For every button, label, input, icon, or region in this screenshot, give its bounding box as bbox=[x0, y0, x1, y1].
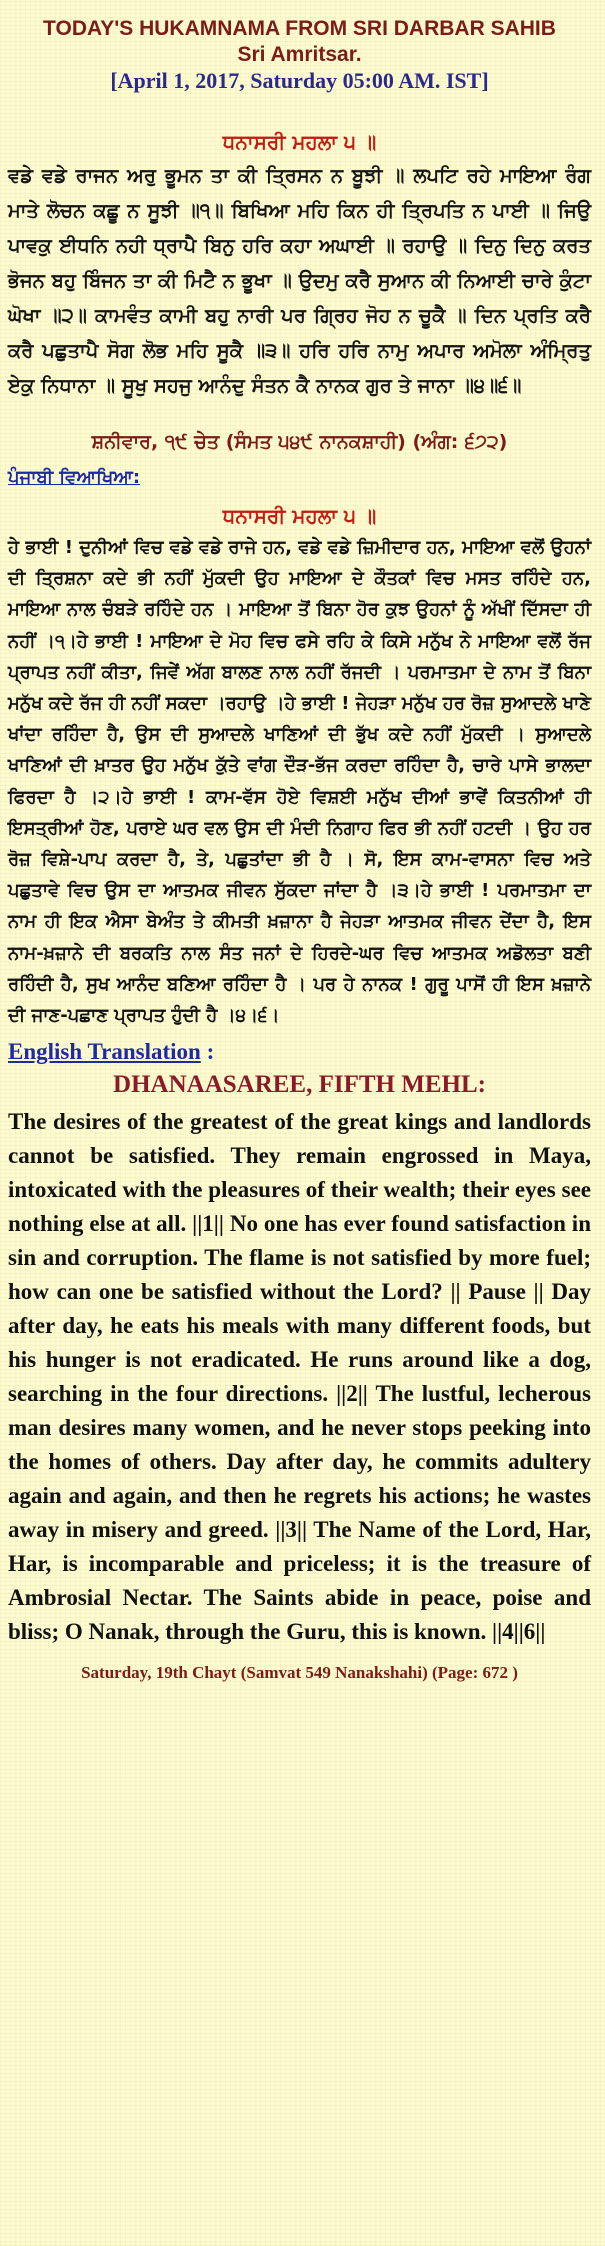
punjabi-explanation-text: ਹੇ ਭਾਈ ! ਦੁਨੀਆਂ ਵਿਚ ਵਡੇ ਵਡੇ ਰਾਜੇ ਹਨ, ਵਡੇ ਵਡੇ ਜ਼ਿਮੀਦਾਰ ਹਨ, ਮਾਇਆ ਵਲੋਂ ਉਹਨਾਂ ਦੀ ਤ੍ਰਿਸ਼ਨਾ ਕਦੇ ਭੀ ਨਹੀਂ ਮੁੱਕਦੀ ਉਹ ਮਾਇਆ ਦੇ ਕੌਤਕਾਂ ਵਿਚ ਮਸਤ ਰਹਿੰਦੇ ਹਨ, ਮਾਇਆ ਨਾਲ ਚੰਬੜੇ ਰਹਿੰਦੇ ਹਨ । ਮਾਇਆ ਤੋਂ ਬਿਨਾ ਹੋਰ ਕੁਝ ਉਹਨਾਂ ਨੂੰ ਅੱਖੀਂ ਦਿੱਸਦਾ ਹੀ ਨਹੀਂ ।੧।ਹੇ ਭਾਈ ! ਮਾਇਆ ਦੇ ਮੋਹ ਵਿਚ ਫਸੇ ਰਹਿ ਕੇ ਕਿਸੇ ਮਨੁੱਖ ਨੇ ਮਾਇਆ ਵਲੋਂ ਰੱਜ ਪ੍ਰਾਪਤ ਨਹੀਂ ਕੀਤਾ, ਜਿਵੇਂ ਅੱਗ ਬਾਲਣ ਨਾਲ ਨਹੀਂ ਰੱਜਦੀ । ਪਰਮਾਤਮਾ ਦੇ ਨਾਮ ਤੋਂ ਬਿਨਾ ਮਨੁੱਖ ਕਦੇ ਰੱਜ ਹੀ ਨਹੀਂ ਸਕਦਾ ।ਰਹਾਉ ।ਹੇ ਭਾਈ ! ਜੇਹੜਾ ਮਨੁੱਖ ਹਰ ਰੋਜ਼ ਸੁਆਦਲੇ ਖਾਣੇ ਖਾਂਦਾ ਰਹਿੰਦਾ ਹੈ, ਉਸ ਦੀ ਸੁਆਦਲੇ ਖਾਣਿਆਂ ਦੀ ਭੁੱਖ ਕਦੇ ਨਹੀਂ ਮੁੱਕਦੀ । ਸੁਆਦਲੇ ਖਾਣਿਆਂ ਦੀ ਖ਼ਾਤਰ ਉਹ ਮਨੁੱਖ ਕੁੱਤੇ ਵਾਂਗ ਦੌੜ-ਭੱਜ ਕਰਦਾ ਰਹਿੰਦਾ ਹੈ, ਚਾਰੇ ਪਾਸੇ ਭਾਲਦਾ ਫਿਰਦਾ ਹੈ ।੨।ਹੇ ਭਾਈ ! ਕਾਮ-ਵੱਸ ਹੋਏ ਵਿਸ਼ਈ ਮਨੁੱਖ ਦੀਆਂ ਭਾਵੇਂ ਕਿਤਨੀਆਂ ਹੀ ਇਸਤ੍ਰੀਆਂ ਹੋਣ, ਪਰਾਏ ਘਰ ਵਲ ਉਸ ਦੀ ਮੰਦੀ ਨਿਗਾਹ ਫਿਰ ਭੀ ਨਹੀਂ ਹਟਦੀ । ਉਹ ਹਰ ਰੋਜ਼ ਵਿਸ਼ੇ-ਪਾਪ ਕਰਦਾ ਹੈ, ਤੇ, ਪਛੁਤਾਂਦਾ ਭੀ ਹੈ । ਸੋ, ਇਸ ਕਾਮ-ਵਾਸਨਾ ਵਿਚ ਅਤੇ ਪਛੁਤਾਵੇ ਵਿਚ ਉਸ ਦਾ ਆਤਮਕ ਜੀਵਨ ਸੁੱਕਦਾ ਜਾਂਦਾ ਹੈ ।੩।ਹੇ ਭਾਈ ! ਪਰਮਾਤਮਾ ਦਾ ਨਾਮ ਹੀ ਇਕ ਐਸਾ ਬੇਅੰਤ ਤੇ ਕੀਮਤੀ ਖ਼ਜ਼ਾਨਾ ਹੈ ਜੇਹੜਾ ਆਤਮਕ ਜੀਵਨ ਦੇਂਦਾ ਹੈ, ਇਸ ਨਾਮ-ਖ਼ਜ਼ਾਨੇ ਦੀ ਬਰਕਤਿ ਨਾਲ ਸੰਤ ਜਨਾਂ ਦੇ ਹਿਰਦੇ-ਘਰ ਵਿਚ ਆਤਮਕ ਅਡੋਲਤਾ ਬਣੀ ਰਹਿੰਦੀ ਹੈ, ਸੁਖ ਆਨੰਦ ਬਣਿਆ ਰਹਿੰਦਾ ਹੈ । ਪਰ ਹੇ ਨਾਨਕ ! ਗੁਰੂ ਪਾਸੋਂ ਹੀ ਇਸ ਖ਼ਜ਼ਾਨੇ ਦੀ ਜਾਣ-ਪਛਾਣ ਪ੍ਰਾਪਤ ਹੁੰਦੀ ਹੈ ।੪।੬। bbox=[8, 537, 591, 1027]
page-title: TODAY'S HUKAMNAMA FROM SRI DARBAR SAHIB bbox=[43, 17, 556, 40]
location-subtitle: Sri Amritsar. bbox=[237, 43, 362, 66]
gurbani-raag-heading: ਧਨਾਸਰੀ ਮਹਲਾ ੫ ॥ bbox=[222, 130, 377, 154]
punjabi-section-label: ਪੰਜਾਬੀ ਵਿਆਖਿਆ: bbox=[8, 467, 141, 488]
punjabi-raag-heading: ਧਨਾਸਰੀ ਮਹਲਾ ੫ ॥ bbox=[222, 504, 377, 528]
gurbani-text: ਵਡੇ ਵਡੇ ਰਾਜਨ ਅਰੁ ਭੂਮਨ ਤਾ ਕੀ ਤ੍ਰਿਸਨ ਨ ਬੂਝੀ ॥ ਲਪਟਿ ਰਹੇ ਮਾਇਆ ਰੰਗ ਮਾਤੇ ਲੋਚਨ ਕਛੂ ਨ ਸੂਝੀ ॥੧॥ ਬਿਖਿਆ ਮਹਿ ਕਿਨ ਹੀ ਤ੍ਰਿਪਤਿ ਨ ਪਾਈ ॥ ਜਿਉ ਪਾਵਕੁ ਈਧਨਿ ਨਹੀ ਧ੍ਰਾਪੈ ਬਿਨੁ ਹਰਿ ਕਹਾ ਅਘਾਈ ॥ ਰਹਾਉ ॥ ਦਿਨੁ ਦਿਨੁ ਕਰਤ ਭੋਜਨ ਬਹੁ ਬਿੰਜਨ ਤਾ ਕੀ ਮਿਟੈ ਨ ਭੂਖਾ ॥ ਉਦਮੁ ਕਰੈ ਸੁਆਨ ਕੀ ਨਿਆਈ ਚਾਰੇ ਕੁੰਟਾ ਘੋਖਾ ॥੨॥ ਕਾਮਵੰਤ ਕਾਮੀ ਬਹੁ ਨਾਰੀ ਪਰ ਗ੍ਰਿਹ ਜੋਹ ਨ ਚੂਕੈ ॥ ਦਿਨ ਪ੍ਰਤਿ ਕਰੈ ਕਰੈ ਪਛੁਤਾਪੈ ਸੋਗ ਲੋਭ ਮਹਿ ਸੂਕੈ ॥੩॥ ਹਰਿ ਹਰਿ ਨਾਮੁ ਅਪਾਰ ਅਮੋਲਾ ਅੰਮ੍ਰਿਤੁ ਏਕੁ ਨਿਧਾਨਾ ॥ ਸੂਖੁ ਸਹਜੁ ਆਨੰਦੁ ਸੰਤਨ ਕੈ ਨਾਨਕ ਗੁਰ ਤੇ ਜਾਨਾ ॥੪॥੬॥ bbox=[8, 164, 591, 397]
english-section-label: English Translation bbox=[8, 1039, 201, 1065]
punjabi-section-label-wrap bbox=[8, 467, 591, 488]
header bbox=[8, 16, 591, 94]
footer-date-line: Saturday, 19th Chayt (Samvat 549 Nanakshahi) (Page: 672 ) bbox=[81, 1663, 518, 1683]
english-raag-heading: DHANAASAREE, FIFTH MEHL: bbox=[113, 1071, 486, 1099]
english-label-colon: : bbox=[200, 1039, 215, 1065]
date-time-line: [April 1, 2017, Saturday 05:00 AM. IST] bbox=[110, 68, 489, 93]
english-translation-text: The desires of the greatest of the great kings and landlords cannot be satisfied. They remain engrossed in Maya, intoxicated with the pleasures of their wealth; their eyes see nothing else at all. ||1|| No one has ever found satisfaction in sin and corruption. The flame is not satisfied by more fuel; how can one be satisfied without the Lord? || Pause || Day after day, he eats his meals with many different foods, but his hunger is not eradicated. He runs around like a dog, searching in the four directions. ||2|| The lustful, lecherous man desires many women, and he never stops peeking into the homes of others. Day after day, he commits adultery again and again, and then he regrets his actions; he wastes away in misery and greed. ||3|| The Name of the Lord, Har, Har, is incomparable and priceless; it is the treasure of Ambrosial Nectar. The Saints abide in peace, poise and bliss; O Nanak, through the Guru, this is known. ||4||6|| bbox=[8, 1109, 591, 1645]
english-section-label-wrap bbox=[8, 1039, 591, 1065]
punjabi-date-line: ਸ਼ਨੀਵਾਰ, ੧੯ ਚੇਤ (ਸੰਮਤ ੫੪੯ ਨਾਨਕਸ਼ਾਹੀ) (ਅੰਗ: ੬੭੨) bbox=[91, 431, 508, 453]
